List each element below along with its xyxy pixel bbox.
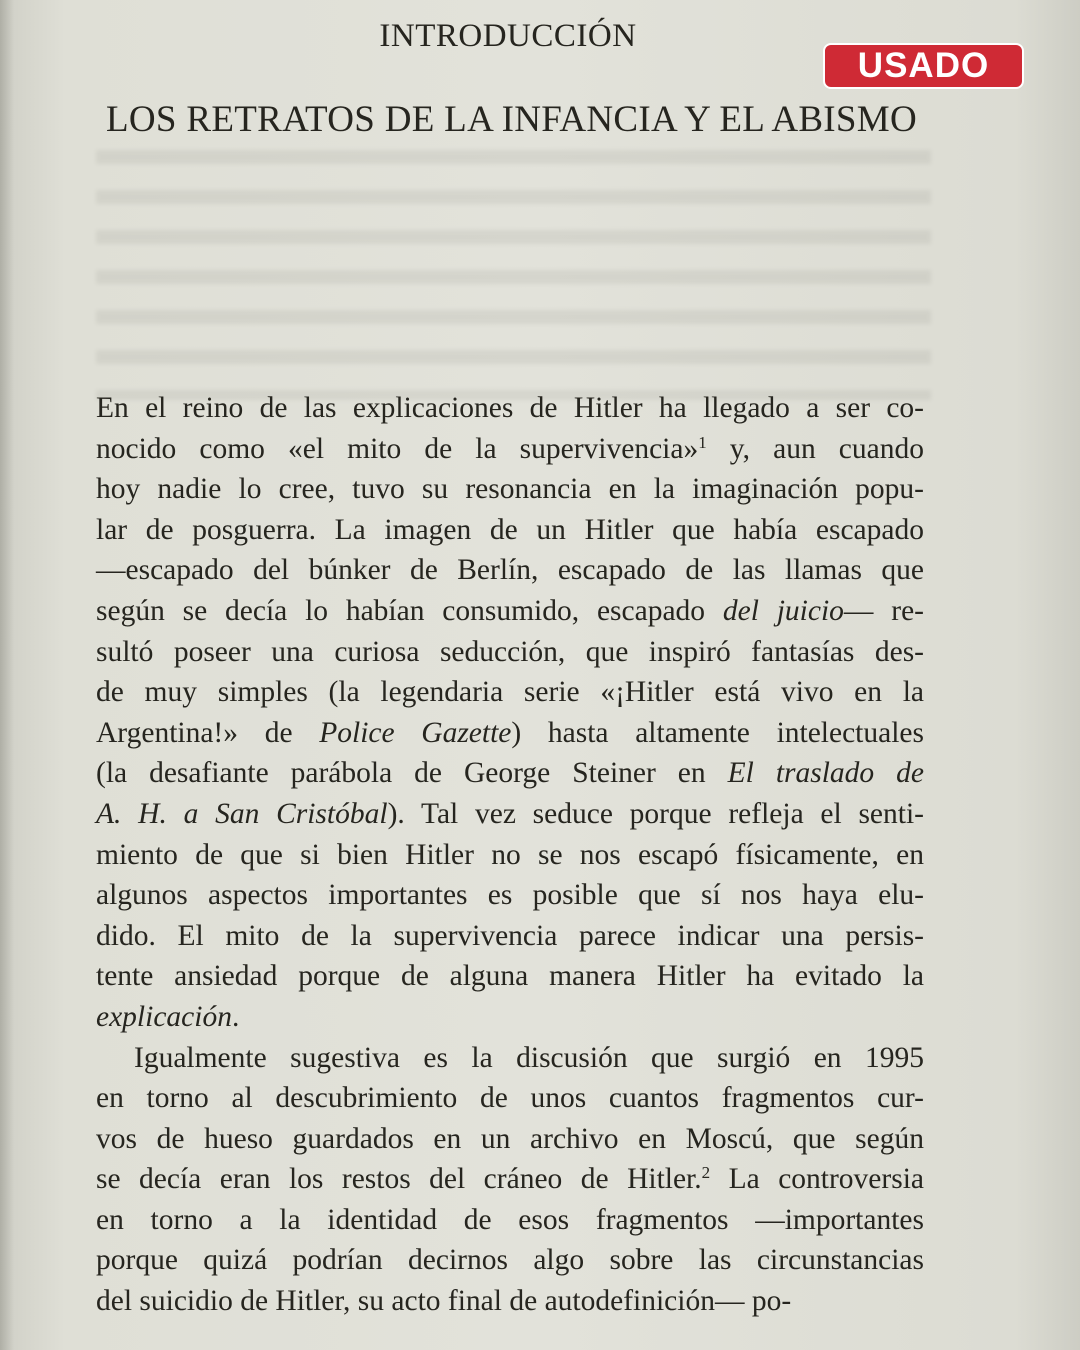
text-line: [96, 1159, 924, 1200]
running-head: INTRODUCCIÓN: [379, 18, 637, 54]
text-line: [96, 1281, 924, 1322]
text-segment: y, aun cuando: [706, 432, 924, 465]
text-segment: tente ansiedad porque de alguna manera Hitler ha evitado la: [96, 960, 924, 993]
italic-text: del juicio: [722, 594, 844, 627]
text-segment: ). Tal vez seduce porque refleja el senti-: [387, 797, 924, 830]
italic-text: Police Gazette: [319, 716, 512, 749]
text-line: [96, 591, 924, 632]
italic-text: El traslado de: [727, 757, 924, 790]
text-segment: dido. El mito de la supervivencia parece indicar una persis-: [96, 919, 924, 952]
text-line: [96, 672, 924, 713]
text-segment: En el reino de las explicaciones de Hitler ha llegado a ser co-: [96, 392, 924, 424]
text-segment: según se decía lo habían consumido, escapado: [96, 594, 723, 627]
text-segment: Igualmente sugestiva es la discusión que surgió en 1995: [134, 1041, 924, 1074]
text-segment: vos de hueso guardados en un archivo en Moscú, que según: [96, 1122, 924, 1155]
text-line: [96, 510, 924, 551]
text-line: [96, 1119, 924, 1160]
text-line: [96, 1200, 924, 1241]
italic-text: A. H. a San Cristóbal: [96, 797, 388, 830]
text-line: [96, 1078, 924, 1119]
text-segment: lar de posguerra. La imagen de un Hitler que había escapado: [96, 513, 924, 546]
text-line: [96, 794, 924, 835]
body-text: [96, 388, 924, 1322]
text-line: [96, 1038, 924, 1079]
text-segment: hoy nadie lo cree, tuvo su resonancia en la imaginación popu-: [96, 473, 924, 506]
reverse-page-show-through: [96, 150, 931, 400]
text-line: [96, 916, 924, 957]
text-segment: (la desafiante parábola de George Steiner en: [96, 757, 728, 790]
text-line: [96, 713, 924, 754]
text-line: [96, 1240, 924, 1281]
text-line: [96, 997, 924, 1038]
italic-text: explicación: [96, 1000, 232, 1033]
text-line: [96, 753, 924, 794]
text-segment: porque quizá podrían decirnos algo sobre las circunstancias: [96, 1244, 924, 1277]
text-segment: ) hasta altamente intelectuales: [511, 716, 924, 749]
text-segment: del suicidio de Hitler, su acto final de autodefinición— po-: [96, 1285, 792, 1318]
text-segment: de muy simples (la legendaria serie «¡Hitler está vivo en la: [96, 676, 924, 709]
text-segment: — re-: [843, 594, 924, 627]
text-line: [96, 429, 924, 470]
condition-badge: USADO: [823, 43, 1024, 89]
chapter-title: LOS RETRATOS DE LA INFANCIA Y EL ABISMO: [106, 99, 918, 140]
text-segment: La controversia: [710, 1163, 924, 1196]
text-line: [96, 632, 924, 673]
text-segment: Argentina!» de: [96, 716, 320, 749]
text-segment: .: [231, 1000, 240, 1033]
text-segment: se decía eran los restos del cráneo de Hitler.: [96, 1163, 702, 1196]
footnote-marker: 2: [701, 1163, 711, 1183]
text-segment: algunos aspectos importantes es posible que sí nos haya elu-: [96, 879, 924, 912]
text-line: [96, 835, 924, 876]
footnote-marker: 1: [698, 432, 707, 452]
text-segment: sultó poseer una curiosa seducción, que inspiró fantasías des-: [96, 635, 924, 668]
text-line: [96, 956, 924, 997]
text-segment: —escapado del búnker de Berlín, escapado de las llamas que: [96, 554, 924, 587]
text-line: [96, 388, 924, 429]
text-line: [96, 875, 924, 916]
text-segment: miento de que si bien Hitler no se nos escapó físicamente, en: [96, 838, 924, 871]
text-segment: en torno a la identidad de esos fragmentos —importantes: [96, 1203, 924, 1236]
text-line: [96, 469, 924, 510]
page-gutter-shadow: [0, 0, 14, 1350]
text-segment: en torno al descubrimiento de unos cuantos fragmentos cur-: [96, 1082, 924, 1115]
text-segment: nocido como «el mito de la supervivencia»: [96, 432, 699, 465]
text-line: [96, 550, 924, 591]
